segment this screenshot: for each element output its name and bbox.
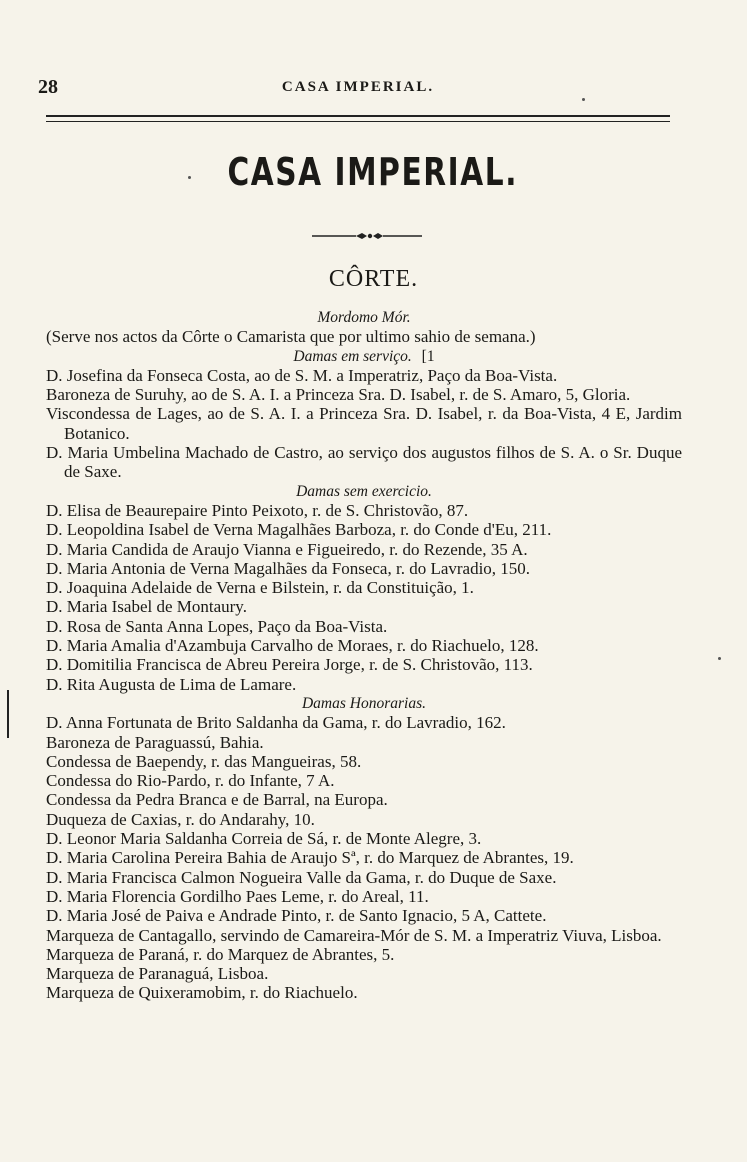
sem-exercicio-heading: Damas sem exercicio.: [296, 482, 432, 500]
list-item: D. Josefina da Fonseca Costa, ao de S. M. a Imperatriz, Paço da Boa-Vista.: [46, 365, 558, 385]
list-item: Condessa do Rio-Pardo, r. do Infante, 7 A.: [46, 771, 335, 791]
list-item: D. Rosa de Santa Anna Lopes, Paço da Boa-Vista.: [46, 616, 388, 636]
list-item: Condessa da Pedra Branca e de Barral, na Europa.: [46, 790, 388, 810]
page-number: 28: [38, 76, 58, 98]
list-item: D. Elisa de Beaurepaire Pinto Peixoto, r. de S. Christovão, 87.: [46, 500, 469, 520]
list-item: Marqueza de Quixeramobim, r. do Riachuelo.: [46, 983, 358, 1003]
paper-speck: [718, 657, 721, 660]
list-item: D. Maria Francisca Calmon Nogueira Valle da Gama, r. do Duque de Saxe.: [46, 867, 557, 887]
list-item: Condessa de Baependy, r. das Mangueiras, 58.: [46, 751, 362, 771]
list-item: D. Leonor Maria Saldanha Correia de Sá, r. de Monte Alegre, 3.: [46, 829, 482, 849]
list-item: D. Maria Florencia Gordilho Paes Leme, r. do Areal, 11.: [46, 886, 429, 906]
list-item: Marqueza de Paranaguá, Lisboa.: [46, 964, 269, 984]
list-item: D. Maria Isabel de Montaury.: [46, 597, 247, 617]
list-item: D. Maria Carolina Pereira Bahia de Araujo Sª, r. do Marquez de Abrantes, 19.: [46, 848, 574, 868]
list-item: D. Leopoldina Isabel de Verna Magalhães Barboza, r. do Conde d'Eu, 211.: [46, 520, 552, 540]
list-item: Viscondessa de Lages, ao de S. A. I. a Princeza Sra. D. Isabel, r. da Boa-Vista, 4 E, Jardim Botanico.: [46, 404, 682, 443]
page-title: CASA IMPERIAL.: [227, 150, 519, 194]
list-item: Duqueza de Caxias, r. do Andarahy, 10.: [46, 809, 315, 829]
servico-footnote-mark: [1: [421, 347, 435, 365]
ornament-divider: [312, 232, 422, 240]
servico-heading: [46, 347, 682, 366]
list-item: Marqueza de Paraná, r. do Marquez de Abrantes, 5.: [46, 944, 395, 964]
list-item: D. Maria Antonia de Verna Magalhães da Fonseca, r. do Lavradio, 150.: [46, 558, 531, 578]
body-text: [46, 308, 682, 1003]
list-item: Baroneza de Suruhy, ao de S. A. I. a Princeza Sra. D. Isabel, r. de S. Amaro, 5, Gloria.: [46, 385, 631, 405]
list-item: D. Maria Amalia d'Azambuja Carvalho de Moraes, r. do Riachuelo, 128.: [46, 636, 539, 656]
list-item: D. Maria Umbelina Machado de Castro, ao serviço dos augustos filhos de S. A. o Sr. Duque de Saxe.: [46, 443, 682, 482]
servico-heading-text: Damas em serviço.: [293, 347, 412, 365]
list-item: D. Maria Candida de Araujo Vianna e Figueiredo, r. do Rezende, 35 A.: [46, 539, 528, 559]
list-item: D. Domitilia Francisca de Abreu Pereira Jorge, r. de S. Christovão, 113.: [46, 655, 533, 675]
list-item: D. Anna Fortunata de Brito Saldanha da Gama, r. do Lavradio, 162.: [46, 713, 506, 733]
honorarias-heading: Damas Honorarias.: [301, 694, 426, 712]
list-item: D. Joaquina Adelaide de Verna e Bilstein, r. da Constituição, 1.: [46, 578, 474, 598]
section-heading-corte: CÔRTE.: [328, 266, 419, 292]
header-rule: [46, 115, 670, 122]
list-item: Marqueza de Cantagallo, servindo de Camareira-Mór de S. M. a Imperatriz Viuva, Lisboa.: [46, 925, 662, 945]
margin-mark: [7, 690, 9, 738]
paper-speck: [582, 98, 585, 101]
mordomo-note: (Serve nos actos da Côrte o Camarista que por ultimo sahio de semana.): [46, 327, 536, 347]
paper-speck: [188, 176, 191, 179]
mordomo-heading: Mordomo Mór.: [317, 309, 411, 326]
list-item: D. Maria José de Paiva e Andrade Pinto, r. de Santo Ignacio, 5 A, Cattete.: [46, 906, 547, 926]
running-title: CASA IMPERIAL.: [281, 79, 435, 95]
list-item: Baroneza de Paraguassú, Bahia.: [46, 732, 264, 752]
list-item: D. Rita Augusta de Lima de Lamare.: [46, 674, 297, 694]
